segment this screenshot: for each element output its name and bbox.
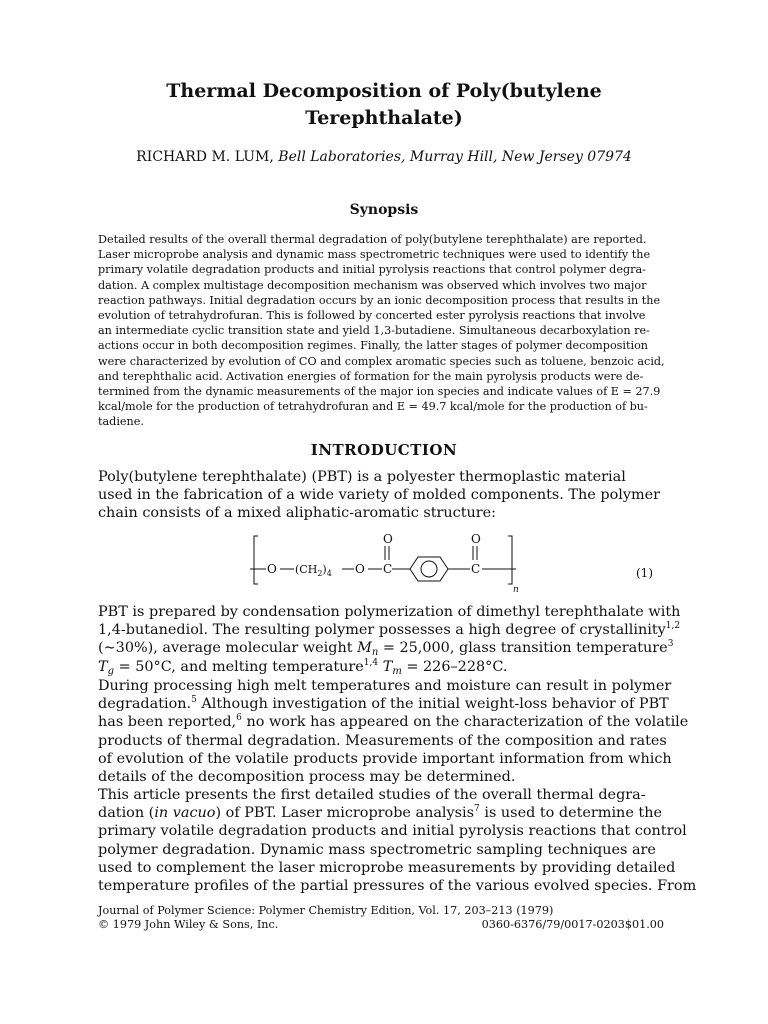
- synopsis-line: kcal/mole for the production of tetrahydrofuran and E = 49.7 kcal/mole for the production of bu-: [98, 400, 648, 414]
- methylene-group: (CH: [295, 563, 318, 576]
- text-run: no work has appeared on the characterization of the volatile: [241, 714, 689, 731]
- journal-citation: Journal of Polymer Science: Polymer Chemistry Edition, Vol. 17, 203–213 (1979): [98, 904, 554, 917]
- text-line: used in the fabrication of a wide variety of molded components. The polymer: [98, 487, 661, 504]
- intro-paragraph-1: [98, 468, 664, 523]
- citation-superscript: 7: [474, 804, 480, 815]
- title-line-1: Thermal Decomposition of Poly(butylene: [166, 80, 602, 102]
- text-line: [98, 639, 674, 659]
- article-code: 0360-6376/79/0017-0203$01.00: [481, 918, 664, 931]
- citation-superscript: 3: [667, 639, 674, 650]
- synopsis-line: evolution of tetrahydrofuran. This is followed by concerted ester pyrolysis reactions that involve: [98, 308, 646, 322]
- synopsis-line: Detailed results of the overall thermal degradation of poly(butylene terephthalate) are reported.: [98, 233, 647, 246]
- text-line: chain consists of a mixed aliphatic-aromatic structure:: [98, 505, 497, 522]
- synopsis-heading: Synopsis: [349, 202, 419, 218]
- citation-superscript: 5: [191, 695, 197, 706]
- carbon-1: C: [383, 562, 393, 576]
- text-run: 1,4-butanediol. The resulting polymer possesses a high degree of crystallinity: [98, 622, 666, 639]
- text-line: [98, 804, 664, 822]
- synopsis-line: were characterized by evolution of CO and complex aromatic species such as toluene, benzoic acid,: [98, 354, 665, 368]
- author-name: RICHARD M. LUM,: [136, 149, 274, 165]
- intro-paragraph-3: [98, 677, 689, 768]
- text-run: = 25,000, glass transition temperature: [378, 640, 668, 657]
- text-line: details of the decomposition process may be determined.: [98, 769, 516, 785]
- intro-paragraph-2: [98, 603, 681, 677]
- carbonyl-oxygen-1: O: [383, 532, 393, 546]
- text-run: = 50°C, and melting temperature: [114, 658, 364, 675]
- math-symbol: T: [98, 658, 108, 675]
- repeat-index: n: [513, 585, 519, 595]
- text-line: Poly(butylene terephthalate) (PBT) is a polyester thermoplastic material: [98, 469, 626, 485]
- citation-superscript: 1,2: [665, 621, 681, 632]
- synopsis-line: termined from the dynamic measurements of the major ion species and indicate values of E = 27.9: [98, 384, 661, 398]
- text-run: (∼30%), average molecular weight: [98, 640, 358, 657]
- text-run: degradation.: [98, 696, 192, 713]
- methylene-close: ): [322, 563, 327, 576]
- page-footer: [98, 904, 664, 932]
- text-run: ) of PBT. Laser microprobe analysis: [215, 805, 475, 822]
- text-run: is used to determine the: [479, 805, 662, 822]
- math-subscript: g: [107, 665, 115, 677]
- synopsis-line: actions occur in both decomposition regimes. Finally, the latter stages of polymer decomposition: [98, 339, 649, 353]
- text-line: used to complement the laser microprobe measurements by providing detailed: [98, 859, 676, 876]
- text-line: [98, 658, 664, 676]
- title-line-2: Terephthalate): [305, 107, 463, 129]
- paper-title: [100, 78, 668, 132]
- intro-paragraph-4: [98, 786, 697, 895]
- synopsis-line: and terephthalic acid. Activation energies of formation for the main pyrolysis products were de-: [98, 369, 644, 383]
- synopsis-line: reaction pathways. Initial degradation occurs by an ionic decomposition process that results in the: [98, 293, 661, 307]
- pbt-structure-formula: [250, 530, 520, 596]
- italic-phrase: in vacuo: [154, 805, 216, 822]
- synopsis-line: an intermediate cyclic transition state and yield 1,3-butadiene. Simultaneous decarboxylation re-: [98, 324, 650, 338]
- math-symbol: T: [378, 658, 393, 675]
- math-symbol: M: [357, 640, 372, 657]
- ether-oxygen-left: O: [267, 562, 277, 576]
- text-run: Although investigation of the initial weight-loss behavior of PBT: [196, 696, 669, 713]
- text-run: = 226–228°C.: [401, 658, 508, 675]
- text-run: has been reported,: [98, 714, 237, 731]
- author-affiliation: Bell Laboratories, Murray Hill, New Jersey 07974: [278, 149, 632, 165]
- methylene-count: 4: [326, 569, 332, 578]
- carbon-2: C: [471, 562, 481, 576]
- text-line: primary volatile degradation products and initial pyrolysis reactions that control: [98, 823, 687, 840]
- text-line: of evolution of the volatile products provide important information from which: [98, 750, 672, 767]
- intro-paragraph-3-end: [98, 768, 664, 786]
- text-line: products of thermal degradation. Measurements of the composition and rates: [98, 732, 667, 749]
- footer-row: [98, 918, 664, 932]
- equation-number: (1): [636, 566, 653, 580]
- author-line: [100, 148, 668, 166]
- text-line: temperature profiles of the partial pressures of the various evolved species. From: [98, 877, 697, 894]
- synopsis-text: [98, 232, 665, 429]
- math-subscript: m: [392, 665, 402, 677]
- text-line: During processing high melt temperatures and moisture can result in polymer: [98, 678, 672, 694]
- synopsis-line: tadiene.: [98, 415, 144, 429]
- text-line: [98, 713, 689, 731]
- ether-oxygen-mid: O: [355, 562, 365, 576]
- text-line: [98, 695, 669, 713]
- synopsis-line: Laser microprobe analysis and dynamic mass spectrometric techniques were used to identify the: [98, 248, 651, 262]
- methylene-subscript: 2: [317, 569, 323, 578]
- math-subscript: n: [371, 647, 379, 659]
- text-line: [98, 621, 681, 639]
- synopsis-line: primary volatile degradation products and initial pyrolysis reactions that control polymer degra-: [98, 263, 646, 277]
- citation-superscript: 1,4: [363, 657, 379, 668]
- text-line: This article presents the first detailed studies of the overall thermal degra-: [98, 787, 646, 803]
- svg-text:(CH2)4: [295, 563, 332, 578]
- text-line: PBT is prepared by condensation polymerization of dimethyl terephthalate with: [98, 604, 681, 620]
- synopsis-line: dation. A complex multistage decomposition mechanism was observed which involves two major: [98, 278, 647, 292]
- introduction-heading: INTRODUCTION: [310, 441, 458, 459]
- carbonyl-oxygen-2: O: [471, 532, 481, 546]
- text-line: polymer degradation. Dynamic mass spectrometric sampling techniques are: [98, 841, 656, 858]
- citation-superscript: 6: [236, 713, 242, 724]
- text-run: dation (: [98, 805, 155, 822]
- copyright-notice: © 1979 John Wiley & Sons, Inc.: [98, 918, 279, 931]
